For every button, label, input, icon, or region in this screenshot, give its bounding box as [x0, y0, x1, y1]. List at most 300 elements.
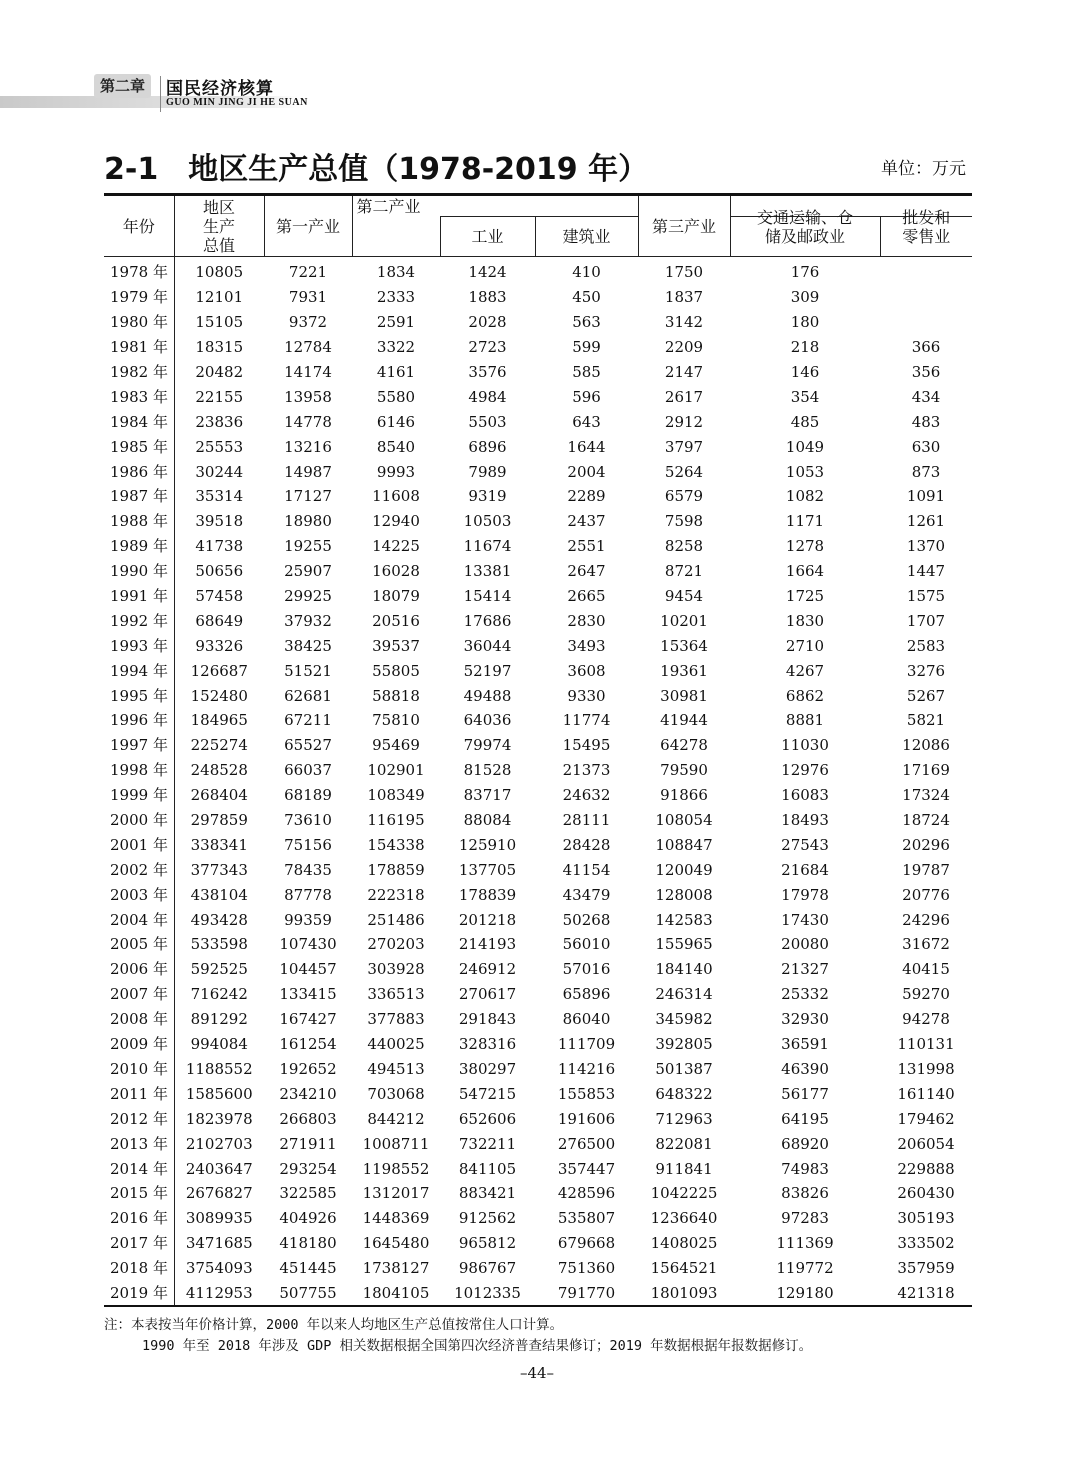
cell-wholesale: 2583 — [906, 636, 946, 655]
cell-secondary: 20516 — [372, 611, 420, 630]
cell-transport: 21684 — [781, 860, 829, 879]
cell-year: 1993 年 — [110, 636, 168, 655]
cell-tertiary: 1801093 — [638, 1281, 730, 1307]
cell-gdp: 1188552 — [174, 1057, 264, 1082]
table-row — [104, 808, 972, 833]
cell-transport: 1830 — [785, 611, 825, 630]
cell-secondary: 12940 — [372, 512, 420, 531]
cell-industry: 883421 — [458, 1184, 517, 1203]
table-row — [104, 832, 972, 857]
page-number: –44– — [519, 1364, 555, 1382]
cell-tertiary: 19361 — [660, 661, 708, 680]
cell-gdp: 57458 — [174, 584, 264, 609]
cell-wholesale: 1707 — [906, 611, 946, 630]
cell-industry: 2723 — [468, 338, 507, 357]
cell-construction: 563 — [572, 313, 601, 332]
cell-transport: 1725 — [785, 587, 825, 606]
cell-secondary: 8540 — [376, 437, 416, 456]
cell-gdp: 39518 — [174, 509, 264, 534]
cell-gdp: 438104 — [174, 882, 264, 907]
cell-gdp: 2676827 — [174, 1181, 264, 1206]
cell-tertiary: 1408025 — [650, 1234, 718, 1253]
cell-tertiary: 8258 — [664, 537, 704, 556]
cell-construction: 2665 — [567, 587, 606, 606]
cell-wholesale: 20776 — [902, 885, 950, 904]
cell-tertiary: 2912 — [664, 412, 704, 431]
cell-construction: 111709 — [557, 1035, 616, 1054]
table-row — [104, 1007, 972, 1032]
cell-primary: 7931 — [288, 288, 328, 307]
cell-year: 2004 年 — [110, 910, 168, 929]
cell-tertiary: 1236640 — [650, 1209, 718, 1228]
cell-transport: 11030 — [781, 736, 829, 755]
table-row — [104, 608, 972, 633]
cell-wholesale: 17169 — [902, 761, 950, 780]
cell-secondary: 75810 — [372, 711, 420, 730]
cell-secondary: 494513 — [367, 1059, 425, 1078]
cell-year: 1988 年 — [110, 512, 168, 531]
cell-tertiary: 1042225 — [650, 1184, 718, 1203]
col-header-primary: 第一产业 — [264, 195, 352, 257]
col-header-wholesale: 批发和零售业 — [880, 217, 972, 257]
cell-construction: 596 — [572, 387, 601, 406]
cell-primary: 29925 — [284, 587, 332, 606]
cell-wholesale: 333502 — [897, 1234, 955, 1253]
table-row — [104, 1256, 972, 1281]
cell-secondary: 116195 — [367, 811, 425, 830]
cell-tertiary: 10201 — [660, 611, 708, 630]
cell-gdp: 994084 — [174, 1032, 264, 1057]
cell-transport: 129180 — [730, 1281, 880, 1307]
cell-tertiary: 7598 — [664, 512, 704, 531]
cell-year: 1998 年 — [110, 761, 168, 780]
cell-tertiary: 6579 — [664, 487, 704, 506]
cell-tertiary: 3797 — [664, 437, 704, 456]
cell-transport: 8881 — [785, 711, 825, 730]
cell-tertiary: 91866 — [660, 786, 708, 805]
cell-gdp: 338341 — [174, 832, 264, 857]
cell-secondary: 1738127 — [362, 1259, 430, 1278]
cell-construction: 751360 — [557, 1259, 616, 1278]
cell-industry: 137705 — [458, 860, 517, 879]
cell-tertiary: 155965 — [655, 935, 713, 954]
cell-construction: 28111 — [562, 811, 611, 830]
cell-primary: 104457 — [279, 960, 337, 979]
cell-wholesale: 20296 — [902, 835, 950, 854]
table-row — [104, 459, 972, 484]
table-row — [104, 1206, 972, 1231]
table-row — [104, 758, 972, 783]
cell-year: 2008 年 — [110, 1010, 168, 1029]
table-row — [104, 1281, 972, 1307]
cell-transport: 180 — [790, 313, 820, 332]
table-row — [104, 257, 972, 285]
cell-tertiary: 41944 — [660, 711, 708, 730]
cell-construction: 2551 — [567, 537, 606, 556]
cell-secondary: 102901 — [367, 761, 425, 780]
cell-transport: 1664 — [785, 562, 825, 581]
cell-construction: 2289 — [567, 487, 606, 506]
cell-year: 1985 年 — [110, 437, 168, 456]
cell-gdp: 22155 — [174, 384, 264, 409]
col-header-tertiary: 第三产业 — [638, 195, 730, 257]
cell-construction: 643 — [572, 412, 601, 431]
cell-transport: 1171 — [785, 512, 825, 531]
cell-construction: 428596 — [557, 1184, 616, 1203]
cell-industry: 291843 — [458, 1010, 517, 1029]
cell-wholesale: 305193 — [897, 1209, 955, 1228]
cell-transport: 111369 — [776, 1234, 834, 1253]
cell-secondary: 18079 — [372, 587, 420, 606]
table-row — [104, 434, 972, 459]
cell-gdp: 10805 — [174, 257, 264, 285]
cell-gdp: 716242 — [174, 982, 264, 1007]
chapter-title: 国民经济核算 — [166, 79, 274, 99]
cell-gdp: 152480 — [174, 683, 264, 708]
cell-tertiary: 108054 — [655, 811, 713, 830]
cell-tertiary: 3142 — [664, 313, 704, 332]
cell-secondary: 1312017 — [362, 1184, 430, 1203]
cell-gdp: 297859 — [174, 808, 264, 833]
cell-industry: 201218 — [458, 910, 517, 929]
cell-year: 2013 年 — [110, 1134, 168, 1153]
cell-industry: 17686 — [463, 611, 512, 630]
table-row — [104, 310, 972, 335]
cell-gdp: 2102703 — [174, 1131, 264, 1156]
cell-industry: 81528 — [463, 761, 512, 780]
cell-construction: 41154 — [562, 860, 611, 879]
cell-secondary: 1198552 — [362, 1159, 430, 1178]
cell-transport: 25332 — [781, 985, 829, 1004]
cell-wholesale: 873 — [911, 462, 941, 481]
cell-primary: 66037 — [284, 761, 332, 780]
table-row — [104, 683, 972, 708]
cell-gdp: 3471685 — [174, 1231, 264, 1256]
cell-wholesale — [880, 257, 972, 285]
cell-primary: 404926 — [279, 1209, 337, 1228]
cell-wholesale: 434 — [911, 387, 941, 406]
cell-year: 1984 年 — [110, 412, 168, 431]
cell-transport: 20080 — [781, 935, 829, 954]
cell-industry: 5503 — [468, 412, 507, 431]
cell-gdp: 12101 — [174, 285, 264, 310]
cell-secondary: 222318 — [367, 885, 425, 904]
cell-tertiary: 501387 — [655, 1059, 713, 1078]
cell-transport: 119772 — [776, 1259, 834, 1278]
cell-wholesale: 356 — [911, 363, 941, 381]
cell-gdp: 41738 — [174, 534, 264, 559]
cell-construction: 11774 — [562, 711, 611, 730]
cell-gdp: 18315 — [174, 335, 264, 360]
cell-gdp: 268404 — [174, 783, 264, 808]
cell-construction: 24632 — [562, 786, 611, 805]
cell-year: 2011 年 — [110, 1084, 168, 1103]
cell-construction: 2830 — [567, 611, 606, 630]
cell-tertiary: 142583 — [655, 910, 713, 929]
cell-industry: 11674 — [463, 537, 512, 556]
cell-primary: 19255 — [284, 537, 332, 556]
cell-construction: 791770 — [535, 1281, 638, 1307]
cell-year: 2005 年 — [110, 935, 168, 954]
cell-transport: 97283 — [781, 1209, 829, 1228]
cell-industry: 732211 — [458, 1134, 517, 1153]
cell-wholesale: 94278 — [902, 1010, 950, 1029]
table-row — [104, 882, 972, 907]
cell-tertiary: 64278 — [660, 736, 708, 755]
cell-industry: 79974 — [463, 736, 512, 755]
cell-primary: 133415 — [279, 985, 337, 1004]
cell-transport: 46390 — [781, 1059, 829, 1078]
cell-transport: 4267 — [785, 661, 825, 680]
cell-transport: 146 — [790, 363, 820, 381]
chapter-label: 第二章 — [94, 74, 151, 98]
col-header-secondary: 第二产业 — [352, 195, 638, 217]
cell-year: 2014 年 — [110, 1159, 168, 1178]
cell-primary: 67211 — [284, 711, 332, 730]
cell-transport: 74983 — [781, 1159, 829, 1178]
cell-wholesale: 18724 — [902, 811, 950, 830]
table-row — [104, 509, 972, 534]
cell-construction: 9330 — [567, 686, 606, 705]
table-row — [104, 360, 972, 385]
cell-transport: 68920 — [781, 1134, 829, 1153]
cell-tertiary: 2147 — [664, 363, 704, 381]
cell-transport: 12976 — [781, 761, 829, 780]
cell-wholesale: 31672 — [902, 935, 950, 954]
cell-wholesale: 110131 — [897, 1035, 955, 1054]
col-header-transport: 交通运输、仓储及邮政业 — [730, 217, 880, 257]
cell-year: 1982 年 — [110, 363, 168, 381]
cell-construction: 50268 — [562, 910, 611, 929]
cell-wholesale: 19787 — [902, 860, 950, 879]
cell-transport: 17430 — [781, 910, 829, 929]
cell-construction: 3493 — [567, 636, 606, 655]
table-row — [104, 1231, 972, 1256]
cell-transport: 1082 — [785, 487, 825, 506]
cell-gdp: 23836 — [174, 409, 264, 434]
cell-tertiary: 9454 — [664, 587, 704, 606]
cell-wholesale: 24296 — [902, 910, 950, 929]
cell-year: 2019 年 — [104, 1281, 174, 1307]
cell-industry: 52197 — [463, 661, 512, 680]
table-row — [104, 932, 972, 957]
cell-primary: 75156 — [284, 835, 332, 854]
cell-gdp: 225274 — [174, 733, 264, 758]
table-row — [104, 733, 972, 758]
cell-tertiary: 712963 — [655, 1109, 713, 1128]
cell-industry: 15414 — [463, 587, 512, 606]
cell-tertiary: 15364 — [660, 636, 708, 655]
cell-secondary: 2333 — [376, 288, 416, 307]
cell-industry: 4984 — [468, 387, 507, 406]
cell-construction: 65896 — [562, 985, 611, 1004]
cell-secondary: 1008711 — [362, 1134, 430, 1153]
cell-gdp: 4112953 — [174, 1281, 264, 1307]
cell-secondary: 336513 — [367, 985, 425, 1004]
cell-wholesale — [880, 310, 972, 335]
cell-construction: 57016 — [562, 960, 611, 979]
cell-year: 2015 年 — [110, 1184, 168, 1203]
cell-tertiary: 1750 — [664, 263, 704, 282]
table-row — [104, 783, 972, 808]
cell-transport: 2710 — [785, 636, 825, 655]
cell-gdp: 2403647 — [174, 1156, 264, 1181]
cell-secondary: 2591 — [376, 313, 416, 332]
cell-transport: 18493 — [781, 811, 829, 830]
cell-primary: 17127 — [284, 487, 332, 506]
table-row — [104, 584, 972, 609]
col-header-construction: 建筑业 — [535, 217, 638, 257]
cell-gdp: 93326 — [174, 633, 264, 658]
cell-industry: 652606 — [458, 1109, 517, 1128]
cell-construction: 15495 — [562, 736, 611, 755]
cell-industry: 965812 — [458, 1234, 517, 1253]
cell-secondary: 251486 — [367, 910, 425, 929]
cell-transport: 32930 — [781, 1010, 829, 1029]
cell-industry: 88084 — [463, 811, 512, 830]
cell-gdp: 1823978 — [174, 1106, 264, 1131]
cell-wholesale: 131998 — [897, 1059, 955, 1078]
cell-year: 2002 年 — [110, 860, 168, 879]
cell-gdp: 30244 — [174, 459, 264, 484]
cell-industry: 178839 — [458, 885, 517, 904]
cell-year: 2016 年 — [110, 1209, 168, 1228]
table-row — [104, 1156, 972, 1181]
cell-industry: 83717 — [463, 786, 512, 805]
cell-primary: 293254 — [279, 1159, 337, 1178]
cell-primary: 68189 — [284, 786, 332, 805]
cell-gdp: 50656 — [174, 559, 264, 584]
cell-year: 2009 年 — [110, 1035, 168, 1054]
cell-transport: 6862 — [785, 686, 825, 705]
cell-year: 1983 年 — [110, 387, 168, 406]
cell-construction: 2004 — [567, 462, 606, 481]
table-title: 2-1 地区生产总值（1978-2019 年） — [104, 152, 649, 187]
unit-label: 单位：万元 — [881, 159, 966, 179]
cell-construction: 86040 — [562, 1010, 611, 1029]
table-row — [104, 857, 972, 882]
col-header-year: 年份 — [104, 195, 174, 257]
cell-construction: 43479 — [562, 885, 611, 904]
cell-transport: 218 — [790, 338, 820, 357]
cell-year: 1997 年 — [110, 736, 168, 755]
cell-year: 1991 年 — [110, 587, 168, 606]
cell-primary: 271911 — [279, 1134, 337, 1153]
cell-industry: 986767 — [458, 1259, 517, 1278]
cell-transport: 1278 — [785, 537, 825, 556]
col-header-gdp: 地区生产总值 — [174, 195, 264, 257]
table-row — [104, 1057, 972, 1082]
cell-industry: 6896 — [468, 437, 507, 456]
cell-tertiary: 120049 — [655, 860, 713, 879]
cell-primary: 18980 — [284, 512, 332, 531]
table-row — [104, 484, 972, 509]
cell-construction: 357447 — [557, 1159, 616, 1178]
cell-tertiary: 30981 — [660, 686, 708, 705]
cell-wholesale: 1091 — [906, 487, 946, 506]
cell-tertiary: 184140 — [655, 960, 713, 979]
cell-secondary: 154338 — [367, 835, 425, 854]
table-row — [104, 1181, 972, 1206]
cell-tertiary: 246314 — [655, 985, 713, 1004]
cell-transport: 56177 — [781, 1084, 829, 1103]
cell-year: 2010 年 — [110, 1059, 168, 1078]
cell-primary: 62681 — [284, 686, 332, 705]
cell-industry: 214193 — [458, 935, 517, 954]
cell-year: 1989 年 — [110, 537, 168, 556]
cell-year: 2001 年 — [110, 835, 168, 854]
gdp-table — [104, 193, 972, 1307]
table-row — [104, 409, 972, 434]
cell-primary: 507755 — [264, 1281, 352, 1307]
cell-wholesale: 17324 — [902, 786, 950, 805]
cell-secondary: 14225 — [372, 537, 420, 556]
cell-gdp: 35314 — [174, 484, 264, 509]
cell-year: 2018 年 — [110, 1259, 168, 1278]
cell-primary: 9372 — [288, 313, 328, 332]
table-row — [104, 1106, 972, 1131]
cell-wholesale: 1261 — [906, 512, 946, 531]
cell-construction: 114216 — [557, 1059, 616, 1078]
cell-construction: 450 — [572, 288, 601, 307]
cell-year: 1986 年 — [110, 462, 168, 481]
cell-construction: 21373 — [562, 761, 611, 780]
cell-year: 1981 年 — [110, 338, 168, 357]
table-row — [104, 907, 972, 932]
cell-wholesale: 260430 — [897, 1184, 955, 1203]
cell-construction: 155853 — [557, 1084, 616, 1103]
cell-primary: 161254 — [279, 1035, 337, 1054]
cell-construction: 2437 — [567, 512, 606, 531]
cell-tertiary: 911841 — [655, 1159, 713, 1178]
cell-gdp: 533598 — [174, 932, 264, 957]
cell-transport: 176 — [790, 263, 820, 282]
cell-wholesale: 12086 — [902, 736, 950, 755]
cell-year: 1995 年 — [110, 686, 168, 705]
cell-wholesale — [880, 285, 972, 310]
cell-year: 1980 年 — [110, 313, 168, 332]
cell-primary: 418180 — [279, 1234, 337, 1253]
cell-transport: 21327 — [781, 960, 829, 979]
cell-gdp: 3754093 — [174, 1256, 264, 1281]
cell-primary: 78435 — [284, 860, 332, 879]
cell-primary: 14174 — [284, 363, 332, 381]
cell-construction: 56010 — [562, 935, 611, 954]
cell-transport: 83826 — [781, 1184, 829, 1203]
cell-secondary: 108349 — [367, 786, 425, 805]
cell-year: 1996 年 — [110, 711, 168, 730]
cell-construction: 585 — [572, 363, 601, 381]
cell-industry: 912562 — [458, 1209, 517, 1228]
cell-primary: 37932 — [284, 611, 332, 630]
cell-year: 1999 年 — [110, 786, 168, 805]
chapter-pinyin: GUO MIN JING JI HE SUAN — [166, 97, 308, 108]
cell-construction: 3608 — [567, 661, 606, 680]
cell-tertiary: 108847 — [655, 835, 713, 854]
cell-wholesale: 40415 — [902, 960, 950, 979]
cell-wholesale: 1575 — [906, 587, 946, 606]
cell-construction: 599 — [572, 338, 601, 357]
cell-primary: 167427 — [279, 1010, 337, 1029]
table-row — [104, 1131, 972, 1156]
cell-primary: 451445 — [279, 1259, 337, 1278]
cell-year: 1978 年 — [110, 263, 168, 282]
cell-gdp: 891292 — [174, 1007, 264, 1032]
table-row — [104, 534, 972, 559]
cell-tertiary: 2617 — [664, 387, 704, 406]
cell-transport: 17978 — [781, 885, 829, 904]
cell-primary: 65527 — [284, 736, 332, 755]
